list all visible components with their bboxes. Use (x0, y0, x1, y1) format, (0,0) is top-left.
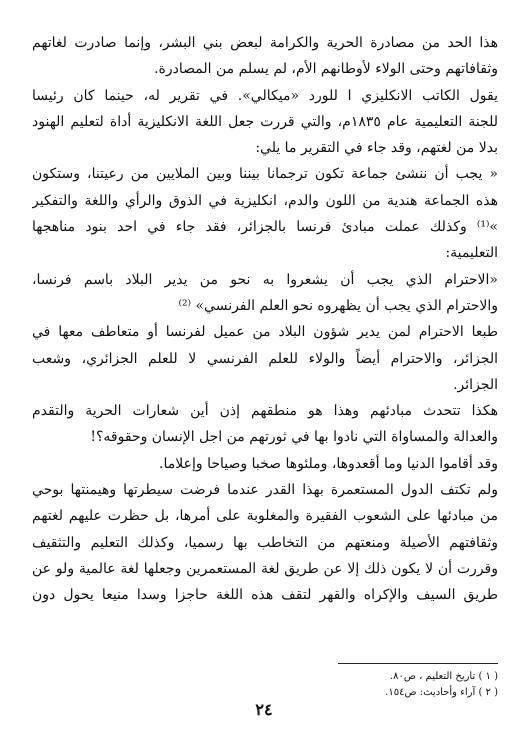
text-line: وثقافتهم الأصيلة ومنعتهم من التخاطب بها رسميا، وكذلك التعليم والتثقيف (32, 534, 498, 551)
text-line: الجزائر، والاحترام أيضاً والولاء للعلم الفرنسي لا للعلم الجزائري، وشعب (32, 350, 498, 367)
text-line: والعدالة والمساواة التي نادوا بها في ثورتهم من اجل الإنسان وحقوقه؟! (90, 429, 498, 446)
text-line: »⁽¹⁾ وكذلك عملت مبادئ فرنسا بالجزائر، فقد جاء في احد بنود مناهجها (32, 219, 498, 236)
text-line: بدلا من لغتهم، وقد جاء في التقرير ما يلي: (255, 140, 498, 157)
text-line: « يجب أن ننشئ جماعة تكون ترجمانا بيننا وبين الملايين من رعيتنا، وستكون (32, 166, 498, 183)
text-line: هذا الحد من مصادرة الحرية والكرامة لبعض بني البشر، وإنما صادرت لغاتهم (32, 35, 498, 51)
page-number: ٢٤ (255, 700, 273, 719)
text-line: التعليمية: (445, 245, 498, 262)
text-line: يقول الكاتب الانكليزي ا للورد «ميكالي». في تقرير له، حينما كان رئيسا (32, 87, 498, 104)
text-line: وثقافاتهم وحتى الولاء لأوطانهم الأم، لم يسلم من المصادرة. (154, 61, 498, 78)
footnote-divider (338, 663, 498, 664)
text-line: طريق السيف والإكراه والقهر لتقف هذه اللغة حاجزا وسدا منيعا يحول دون (32, 587, 498, 604)
text-line: الجزائر. (453, 376, 498, 393)
footnotes (198, 669, 498, 701)
text-line: وقد أقاموا الدنيا وما أقعدوها، وملئوها صخبا وصياحا وإعلاما. (159, 455, 498, 472)
footnote: ( ١ ) تاريخ التعليم ، ص٨٠. (389, 671, 498, 682)
text-line: هذه الجماعة هندية من اللون والدم، انكليزية في الذوق والرأي واللغة والتفكير (32, 192, 498, 209)
text-line: طبعا الاحترام لمن يدير شؤون البلاد من عميل لفرنسا أو متعاطف معها في (32, 324, 498, 341)
footnote: ( ٢ ) آراء وأحاديث: ص١٥٤. (385, 687, 498, 698)
body-text (32, 30, 498, 609)
text-line: هكذا تتحدث مبادئهم وهذا هو منطقهم إذن أين شعارات الحرية والتقدم (32, 403, 498, 420)
text-line: «الاحترام الذي يجب أن يشعروا به نحو من يدير البلاد باسم فرنسا، (32, 271, 498, 288)
text-line: للجنة التعليمية عام ١٨٣٥م، والتي قررت جعل اللغة الانكليزية أداة لتعليم الهنود (32, 113, 498, 130)
text-line: والاحترام الذي يجب أن يظهروه نحو العلم الفرنسي» ⁽²⁾ (178, 297, 498, 314)
text-line: ولم تكتف الدول المستعمرة بهذا القدر عندما فرضت سيطرتها وهيمنتها بوحي (32, 482, 498, 499)
text-line: وقررت أن لا يكون ذلك إلا عن طريق لغة المستعمرين وجعلها لغة عالمية ولو عن (32, 560, 498, 577)
text-line: من مبادئها على الشعوب الفقيرة والمغلوبة على أمرها، بل حظرت عليهم لغتهم (32, 508, 498, 525)
